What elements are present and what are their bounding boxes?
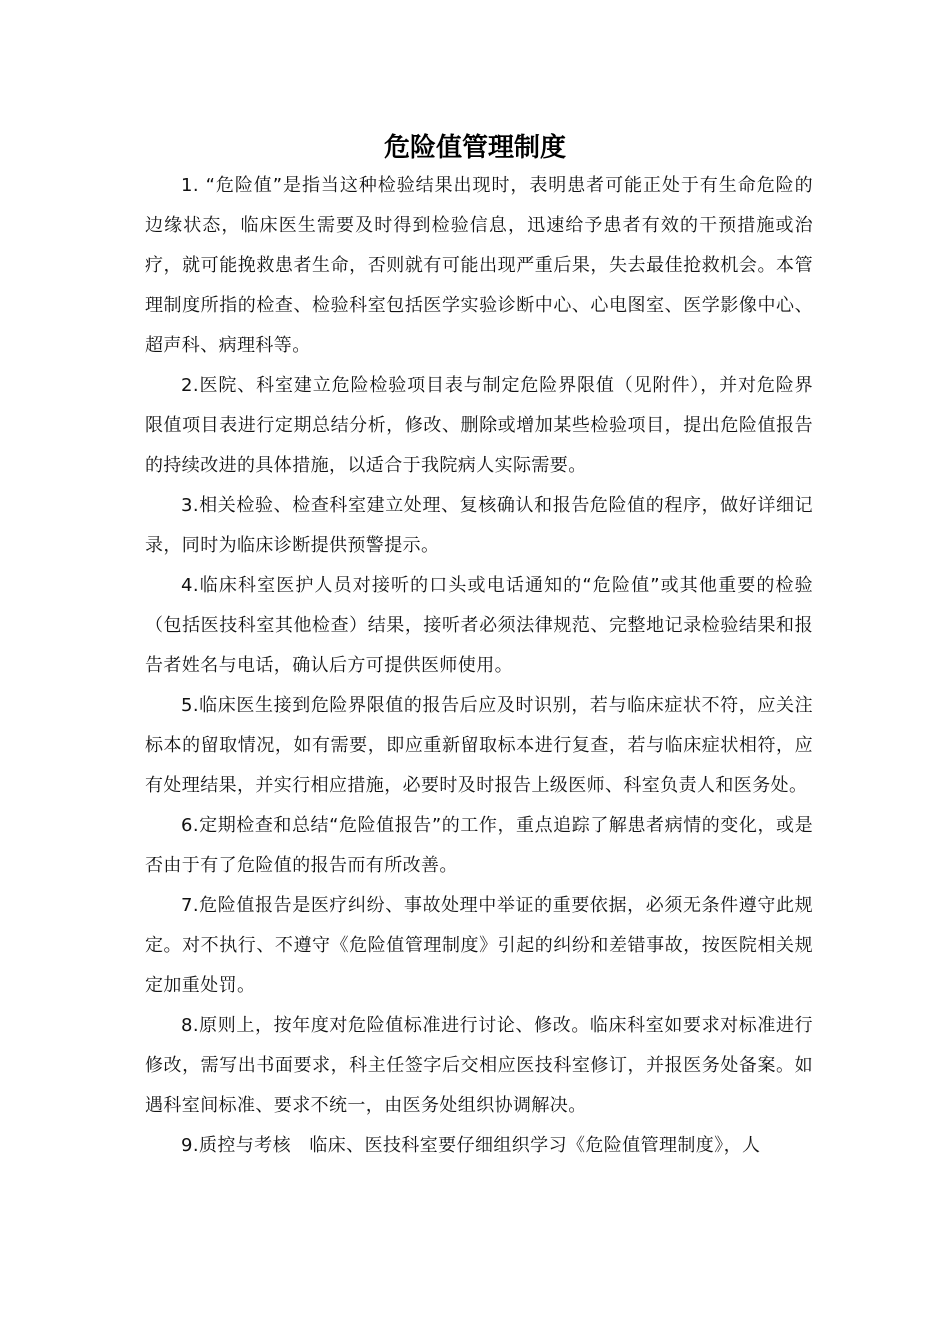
document-body (145, 166, 813, 1166)
paragraph-7: 7.危险值报告是医疗纠纷、事故处理中举证的重要依据，必须无条件遵守此规定。对不执行、不遵守《危险值管理制度》引起的纠纷和差错事故，按医院相关规定加重处罚。 (145, 895, 813, 996)
paragraph-6: 6.定期检查和总结“危险值报告”的工作，重点追踪了解患者病情的变化，或是否由于有了危险值的报告而有所改善。 (145, 815, 813, 876)
paragraph-9: 9.质控与考核 临床、医技科室要仔细组织学习《危险值管理制度》，人 (181, 1135, 761, 1156)
paragraph-1: 1. “危险值”是指当这种检验结果出现时，表明患者可能正处于有生命危险的边缘状态，临床医生需要及时得到检验信息，迅速给予患者有效的干预措施或治疗，就可能挽救患者生命，否则就有可能出现严重后果，失去最佳抢救机会。本管理制度所指的检查、检验科室包括医学实验诊断中心、心电图室、医学影像中心、超声科、病理科等。 (145, 175, 813, 356)
paragraph-8: 8.原则上，按年度对危险值标准进行讨论、修改。临床科室如要求对标准进行修改，需写出书面要求，科主任签字后交相应医技科室修订，并报医务处备案。如遇科室间标准、要求不统一，由医务处组织协调解决。 (145, 1015, 813, 1116)
document-title: 危险值管理制度 (383, 133, 566, 163)
paragraph-4: 4.临床科室医护人员对接听的口头或电话通知的“危险值”或其他重要的检验（包括医技科室其他检查）结果，接听者必须法律规范、完整地记录检验结果和报告者姓名与电话，确认后方可提供医师使用。 (145, 575, 813, 676)
paragraph-5: 5.临床医生接到危险界限值的报告后应及时识别，若与临床症状不符，应关注标本的留取情况，如有需要，即应重新留取标本进行复查，若与临床症状相符，应有处理结果，并实行相应措施，必要时及时报告上级医师、科室负责人和医务处。 (145, 695, 813, 796)
paragraph-2: 2.医院、科室建立危险检验项目表与制定危险界限值（见附件），并对危险界限值项目表进行定期总结分析，修改、删除或增加某些检验项目，提出危险值报告的持续改进的具体措施，以适合于我院病人实际需要。 (145, 375, 813, 476)
paragraph-3: 3.相关检验、检查科室建立处理、复核确认和报告危险值的程序，做好详细记录，同时为临床诊断提供预警提示。 (145, 495, 813, 556)
